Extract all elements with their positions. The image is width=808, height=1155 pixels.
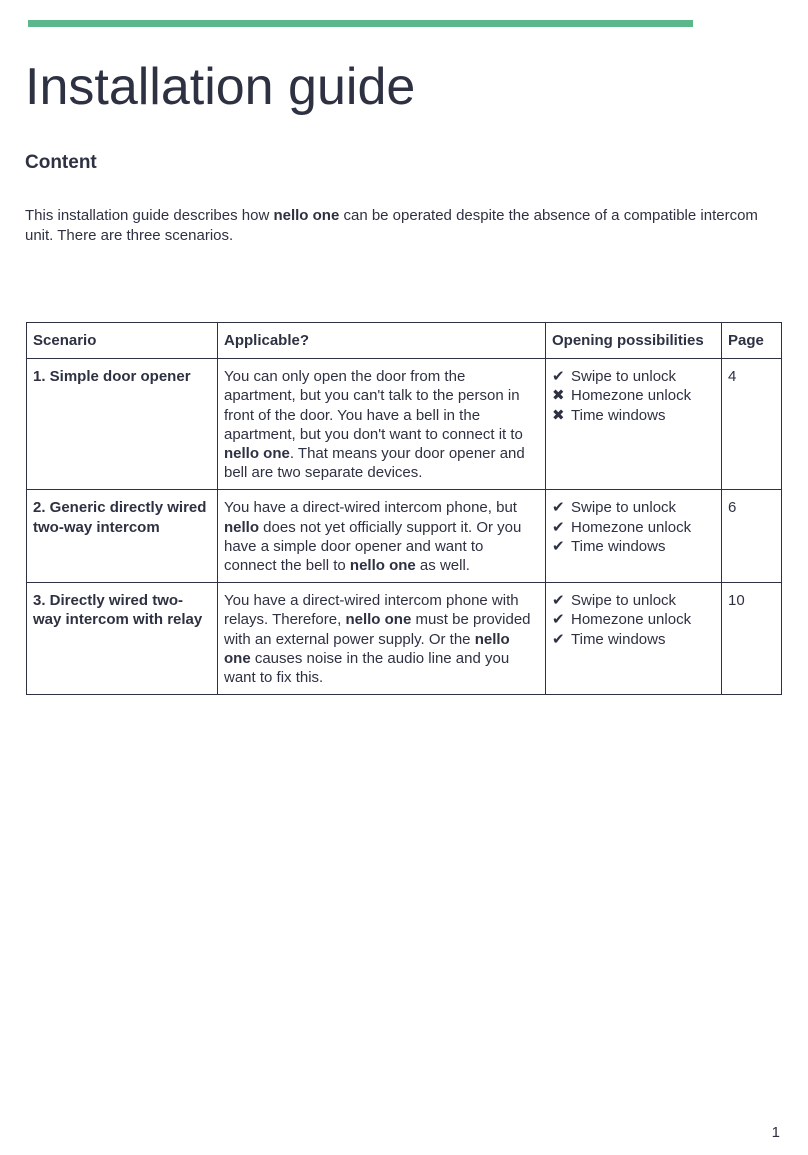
option-label: Homezone unlock [571, 387, 692, 405]
scenario-cell: 1. Simple door opener [27, 359, 218, 490]
product-name: nello one [345, 611, 412, 629]
option-item [552, 537, 715, 556]
applicable-text: You have a direct-wired intercom phone, but [224, 499, 517, 517]
applicable-text: You have a direct-wired intercom phone with relays. Therefore, [224, 592, 519, 629]
option-label: Time windows [571, 406, 666, 424]
applicable-cell [218, 583, 546, 695]
option-item [552, 630, 715, 649]
column-header-scenario: Scenario [27, 323, 218, 359]
product-name: nello one [224, 445, 290, 463]
scenario-table [26, 322, 782, 695]
check-icon: ✔ [552, 611, 565, 629]
check-icon: ✔ [552, 518, 565, 536]
product-name: nello one [349, 557, 416, 575]
option-label: Time windows [571, 537, 666, 555]
cross-icon: ✖ [552, 406, 565, 424]
option-item [552, 386, 715, 405]
applicable-text: causes noise in the audio line and you want to fix this. [224, 649, 510, 687]
page-number: 1 [771, 1124, 780, 1141]
option-label: Time windows [571, 630, 666, 648]
option-item [552, 591, 715, 610]
option-label: Swipe to unlock [571, 499, 677, 517]
table-row [27, 359, 782, 490]
page-cell: 6 [722, 490, 782, 583]
option-label: Swipe to unlock [571, 368, 677, 386]
applicable-text: must be provided with an external power supply. Or the [224, 611, 531, 648]
applicable-cell [218, 359, 546, 490]
check-icon: ✔ [552, 368, 565, 386]
section-heading: Content [25, 152, 97, 173]
options-cell [546, 359, 722, 490]
column-header-options: Opening possibilities [546, 323, 722, 359]
check-icon: ✔ [552, 592, 565, 610]
scenario-cell: 3. Directly wired two-way intercom with relay [27, 583, 218, 695]
options-cell [546, 583, 722, 695]
applicable-text: as well. [415, 557, 470, 575]
scenario-cell: 2. Generic directly wired two-way intercom [27, 490, 218, 583]
option-item [552, 498, 715, 517]
table-row [27, 490, 782, 583]
intro-product-name: nello one [273, 207, 340, 224]
option-label: Homezone unlock [571, 518, 692, 536]
applicable-text: does not yet officially support it. Or you have a simple door opener and want to connect the bell to [224, 518, 522, 575]
table-row [27, 583, 782, 695]
page-cell: 10 [722, 583, 782, 695]
applicable-cell [218, 490, 546, 583]
product-name: nello one [224, 630, 510, 667]
accent-bar [28, 20, 693, 27]
applicable-text: . That means your door opener and bell are two separate devices. [224, 445, 525, 482]
check-icon: ✔ [552, 537, 565, 555]
intro-text: can be operated despite the absence of a compatible intercom unit. There are three scenarios. [25, 207, 758, 244]
column-header-page: Page [722, 323, 782, 359]
applicable-text: You can only open the door from the apartment, but you can't talk to the person in front of the door. You have a bell in the apartment, but you don't want to connect it to [224, 368, 523, 443]
check-icon: ✔ [552, 630, 565, 648]
intro-text: This installation guide describes how [25, 207, 274, 224]
option-item [552, 518, 715, 537]
option-item [552, 610, 715, 629]
table-header-row [27, 323, 782, 359]
page-cell: 4 [722, 359, 782, 490]
column-header-applicable: Applicable? [218, 323, 546, 359]
option-item [552, 406, 715, 425]
page-title: Installation guide [25, 58, 416, 116]
intro-paragraph [25, 206, 765, 246]
option-label: Swipe to unlock [571, 592, 677, 610]
check-icon: ✔ [552, 499, 565, 517]
option-label: Homezone unlock [571, 611, 692, 629]
cross-icon: ✖ [552, 387, 565, 405]
options-cell [546, 490, 722, 583]
product-name: nello [224, 518, 260, 536]
option-item [552, 367, 715, 386]
